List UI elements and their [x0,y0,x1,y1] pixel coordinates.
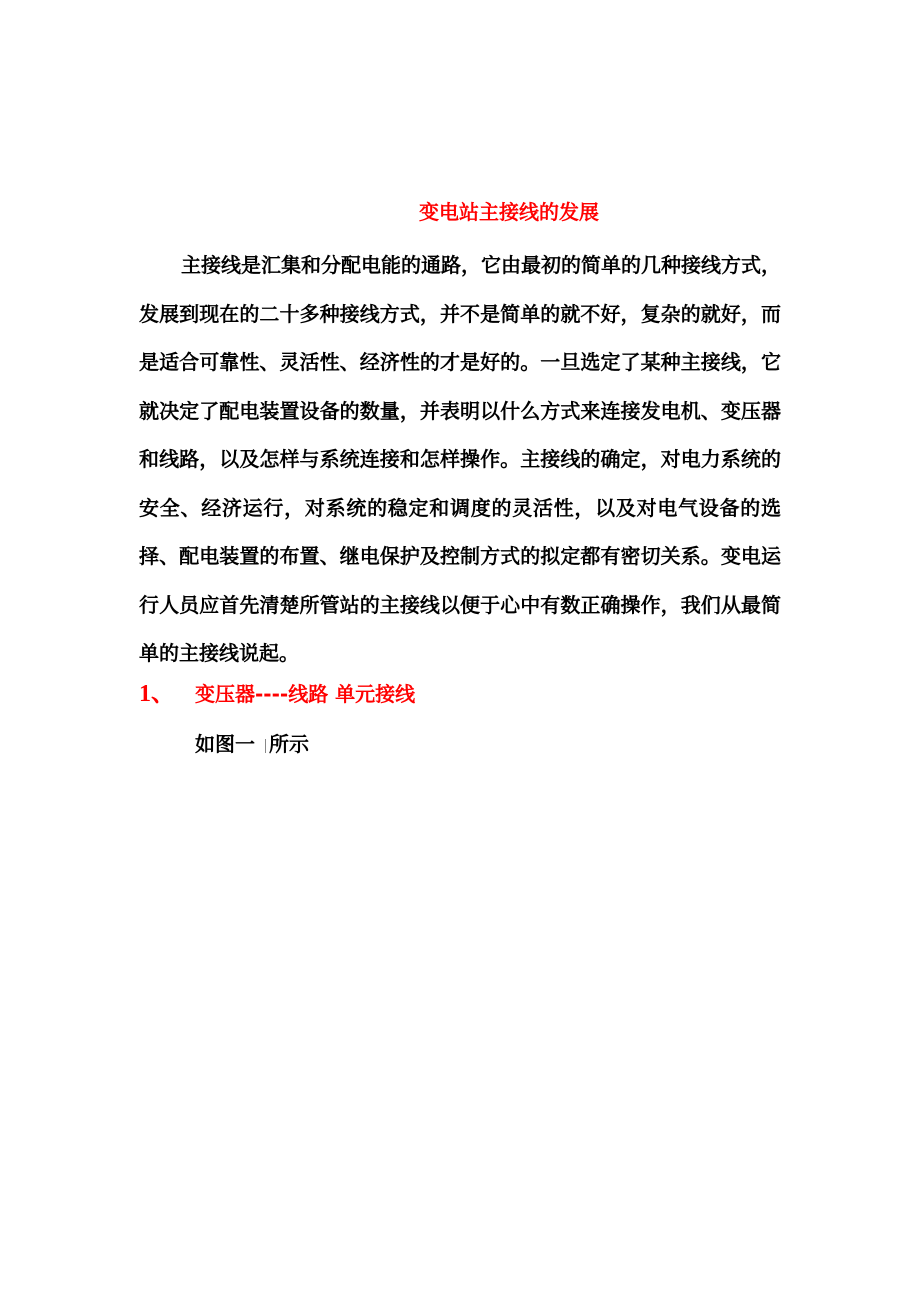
body-paragraph: 主接线是汇集和分配电能的通路，它由最初的简单的几种接线方式，发展到现在的二十多种接线方式，并不是简单的就不好，复杂的就好，而是适合可靠性、灵活性、经济性的才是好的。一旦选定了某种主接线，它就决定了配电装置设备的数量，并表明以什么方式来连接发电机、变压器和线路，以及怎样与系统连接和怎样操作。主接线的确定，对电力系统的安全、经济运行，对系统的稳定和调度的灵活性，以及对电气设备的选择、配电装置的布置、继电保护及控制方式的拟定都有密切关系。变电运行人员应首先清楚所管站的主接线以便于心中有数正确操作，我们从最简单的主接线说起。 [139,253,781,665]
figure-caption [195,728,309,760]
document-title: 变电站主接线的发展 [419,200,599,224]
caption-part-2: 所示 [269,732,309,756]
section-heading [139,678,415,710]
section-number: 1、 [139,681,175,707]
text-cursor-mark [265,739,266,753]
section-heading-text: 变压器----线路 单元接线 [195,682,416,706]
caption-part-1: 如图一 [195,732,255,756]
